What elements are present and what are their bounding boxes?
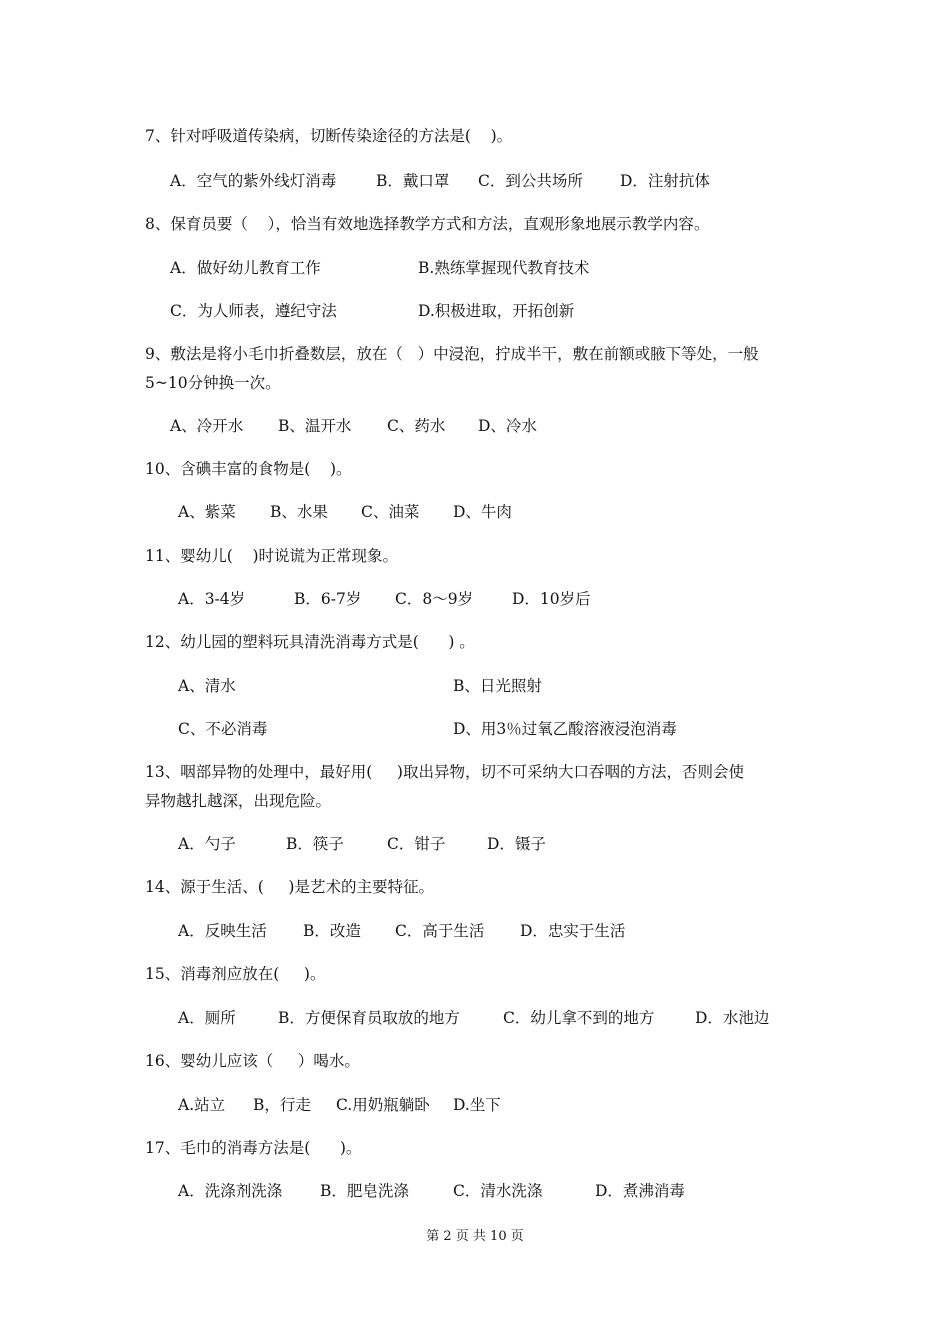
question-16-option-c: C.用奶瓶躺卧 (336, 1096, 430, 1114)
question-17-option-b: B．肥皂洗涤 (320, 1182, 409, 1200)
question-11-option-c: C．8～9岁 (395, 590, 474, 608)
question-13-option-b: B．筷子 (286, 835, 344, 853)
question-11-option-d: D．10岁后 (512, 590, 591, 608)
question-14-option-c: C．高于生活 (395, 922, 485, 940)
question-12-option-b: B、日光照射 (453, 677, 542, 695)
question-11-stem: 11、婴幼儿( )时说谎为正常现象。 (145, 547, 399, 565)
page-footer: 第 2 页 共 10 页 (426, 1229, 524, 1244)
question-8-option-c: C．为人师表，遵纪守法 (170, 302, 337, 320)
question-8-option-b: B.熟练掌握现代教育技术 (418, 259, 590, 277)
question-17-option-c: C．清水洗涤 (453, 1182, 543, 1200)
question-7-stem: 7、针对呼吸道传染病，切断传染途径的方法是( )。 (145, 127, 513, 145)
question-10-stem: 10、含碘丰富的食物是( )。 (145, 460, 352, 478)
question-10-option-a: A、紫菜 (178, 503, 236, 521)
question-15-option-c: C．幼儿拿不到的地方 (503, 1009, 655, 1027)
question-14-option-a: A．反映生活 (178, 922, 267, 940)
question-13-stem: 13、咽部异物的处理中，最好用( )取出异物，切不可采纳大口吞咽的方法，否则会使 (145, 763, 744, 781)
question-9-option-b: B、温开水 (278, 417, 352, 435)
question-13-option-c: C．钳子 (387, 835, 446, 853)
question-17-option-a: A．洗涤剂洗涤 (178, 1182, 283, 1200)
question-13-stem-continued: 异物越扎越深，出现危险。 (145, 792, 332, 810)
question-10-option-d: D、牛肉 (453, 503, 512, 521)
question-7-option-b: B．戴口罩 (376, 172, 450, 190)
question-8-option-a: A．做好幼儿教育工作 (170, 259, 321, 277)
question-9-option-c: C、药水 (387, 417, 446, 435)
question-16-option-d: D.坐下 (453, 1096, 501, 1114)
question-14-option-b: B．改造 (303, 922, 361, 940)
question-11-option-a: A．3-4岁 (178, 590, 246, 608)
question-15-stem: 15、消毒剂应放在( )。 (145, 965, 326, 983)
question-16-stem: 16、婴幼儿应该（ ）喝水。 (145, 1052, 360, 1070)
question-14-stem: 14、源于生活、( )是艺术的主要特征。 (145, 878, 434, 896)
question-12-option-c: C、不必消毒 (178, 720, 268, 738)
question-7-option-a: A．空气的紫外线灯消毒 (170, 172, 337, 190)
question-12-option-a: A、清水 (178, 677, 236, 695)
question-8-stem: 8、保育员要（ ），恰当有效地选择教学方式和方法，直观形象地展示教学内容。 (145, 215, 710, 233)
question-15-option-b: B．方便保育员取放的地方 (278, 1009, 460, 1027)
question-13-option-a: A．勺子 (178, 835, 236, 853)
question-16-option-a: A.站立 (178, 1096, 226, 1114)
question-15-option-d: D．水池边 (695, 1009, 770, 1027)
question-14-option-d: D．忠实于生活 (520, 922, 626, 940)
question-7-option-c: C．到公共场所 (478, 172, 583, 190)
question-12-stem: 12、幼儿园的塑料玩具清洗消毒方式是( ) 。 (145, 633, 475, 651)
question-9-option-d: D、冷水 (478, 417, 537, 435)
question-13-option-d: D．镊子 (487, 835, 546, 853)
question-9-option-a: A、冷开水 (170, 417, 244, 435)
question-10-option-b: B、水果 (270, 503, 328, 521)
question-12-option-d: D、用3％过氧乙酸溶液浸泡消毒 (453, 720, 677, 738)
question-15-option-a: A．厕所 (178, 1009, 236, 1027)
question-11-option-b: B．6-7岁 (294, 590, 362, 608)
question-9-stem: 9、敷法是将小毛巾折叠数层，放在（ ）中浸泡，拧成半干，敷在前额或腋下等处，一般 (145, 345, 759, 363)
question-9-stem-continued: 5~10分钟换一次。 (145, 374, 281, 392)
question-8-option-d: D.积极进取，开拓创新 (418, 302, 575, 320)
question-10-option-c: C、油菜 (361, 503, 420, 521)
question-17-option-d: D．煮沸消毒 (595, 1182, 685, 1200)
question-16-option-b: B，行走 (253, 1096, 311, 1114)
question-7-option-d: D．注射抗体 (620, 172, 710, 190)
question-17-stem: 17、毛巾的消毒方法是( )。 (145, 1139, 362, 1157)
